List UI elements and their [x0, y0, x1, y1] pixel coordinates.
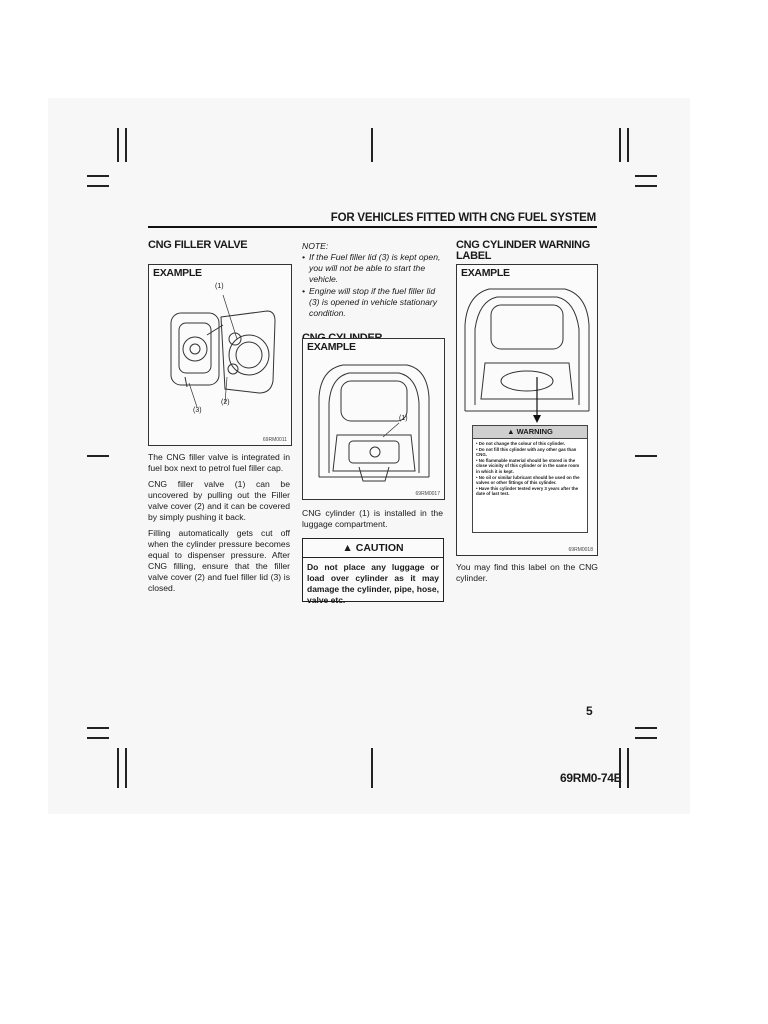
figure-example-label: EXAMPLE — [307, 341, 356, 353]
paragraph: Filling automatically gets cut off when the cylinder pressure becomes equal to dispenser pressure. After CNG filling, ensure that the filler valve cover (2) and fuel filler lid (3) is closed. — [148, 528, 290, 593]
crop-mark — [117, 748, 119, 788]
caution-text: Do not place any luggage or load over cylinder as it may damage the cylinder, pipe, hose, valve etc. — [307, 562, 439, 605]
warning-text: Do not change the colour of this cylinder. — [478, 441, 566, 446]
caution-title: CAUTION — [355, 542, 404, 554]
paragraph: The CNG filler valve is integrated in fuel box next to petrol fuel filler cap. — [148, 452, 290, 473]
figure-code: 69RM0018 — [568, 547, 593, 553]
note-item — [302, 252, 443, 285]
warning-text: No flammable material should be stored in the close vicinity of this cylinder or in the same room in which it is kept. — [476, 457, 580, 474]
warning-label — [472, 425, 588, 533]
bullet-icon: • — [302, 252, 306, 262]
page-number: 5 — [586, 704, 593, 718]
luggage-compartment-illustration — [303, 339, 444, 499]
right-text — [456, 562, 598, 589]
warning-text: Do not fill this cylinder with any other gas than CNG. — [476, 446, 577, 458]
warning-item: • Do not change the colour of this cylinder. — [476, 441, 566, 446]
warning-title: WARNING — [516, 427, 553, 436]
paragraph: CNG cylinder (1) is installed in the luggage compartment. — [302, 508, 443, 529]
filler-valve-illustration — [149, 265, 291, 445]
warning-label-header — [473, 426, 587, 439]
note-text: If the Fuel filler lid (3) is kept open, you will not be able to start the vehicle. — [309, 252, 441, 284]
callout-1: (1) — [215, 283, 224, 290]
filler-valve-figure — [148, 264, 292, 446]
warning-label-figure — [456, 264, 598, 556]
crop-mark — [635, 727, 657, 729]
header-rule — [148, 226, 597, 228]
middle-text — [302, 508, 443, 535]
warning-item: • Have this cylinder tested every 3 years after the date of last test. — [476, 485, 579, 497]
crop-mark — [371, 748, 373, 788]
warning-triangle-icon: ▲ — [507, 427, 515, 436]
paragraph: CNG filler valve (1) can be uncovered by pulling out the Filler valve cover (2) and it can be covered by simply pushing it back. — [148, 479, 290, 522]
figure-code: 69RM0017 — [415, 491, 440, 497]
warning-item: • Do not fill this cylinder with any other gas than CNG. — [476, 446, 577, 458]
bullet-icon: • — [302, 286, 306, 296]
cng-filler-valve-heading: CNG FILLER VALVE — [148, 239, 248, 251]
callout-2: (2) — [221, 399, 230, 406]
warning-item: • No flammable material should be stored in the close vicinity of this cylinder or in the same room in which it is kept. — [476, 457, 580, 474]
section-header: FOR VEHICLES FITTED WITH CNG FUEL SYSTEM — [330, 212, 596, 224]
middle-column — [302, 241, 443, 344]
note-label: NOTE: — [302, 241, 329, 251]
warning-list — [476, 441, 584, 497]
crop-mark — [627, 128, 629, 162]
figure-example-label: EXAMPLE — [153, 267, 202, 279]
crop-mark — [125, 128, 127, 162]
warning-label-heading: CNG CYLINDER WARNING LABEL — [456, 239, 590, 262]
crop-mark — [371, 128, 373, 162]
crop-mark — [87, 455, 109, 457]
cng-cylinder-figure — [302, 338, 445, 500]
note-item — [302, 286, 443, 319]
warning-triangle-icon: ▲ — [342, 542, 353, 554]
caution-header — [303, 539, 443, 558]
left-text — [148, 452, 290, 599]
right-column — [456, 240, 598, 262]
document-code: 69RM0-74E — [560, 771, 622, 785]
left-column — [148, 240, 290, 251]
warning-item: • No oil or similar lubricant should be used on the valves or other fittings of this cylinder. — [476, 474, 580, 486]
paragraph: You may find this label on the CNG cylinder. — [456, 562, 598, 583]
crop-mark — [87, 185, 109, 187]
crop-mark — [125, 748, 127, 788]
caution-box — [302, 538, 444, 605]
note-text: Engine will stop if the fuel filler lid (3) is opened in vehicle stationary condition. — [309, 286, 438, 318]
crop-mark — [87, 727, 109, 729]
crop-mark — [635, 455, 657, 457]
figure-example-label: EXAMPLE — [461, 267, 510, 279]
callout-1: (1) — [399, 415, 408, 422]
crop-mark — [635, 737, 657, 739]
crop-mark — [87, 175, 109, 177]
crop-mark — [635, 175, 657, 177]
figure-code: 69RM0011 — [262, 437, 287, 443]
crop-mark — [117, 128, 119, 162]
crop-mark — [627, 748, 629, 788]
warning-text: Have this cylinder tested every 3 years after the date of last test. — [476, 485, 579, 497]
callout-3: (3) — [193, 407, 202, 414]
crop-mark — [87, 737, 109, 739]
crop-mark — [619, 128, 621, 162]
rear-luggage-illustration — [457, 265, 597, 425]
warning-text: No oil or similar lubricant should be used on the valves or other fittings of this cylinder. — [476, 474, 580, 486]
crop-mark — [635, 185, 657, 187]
